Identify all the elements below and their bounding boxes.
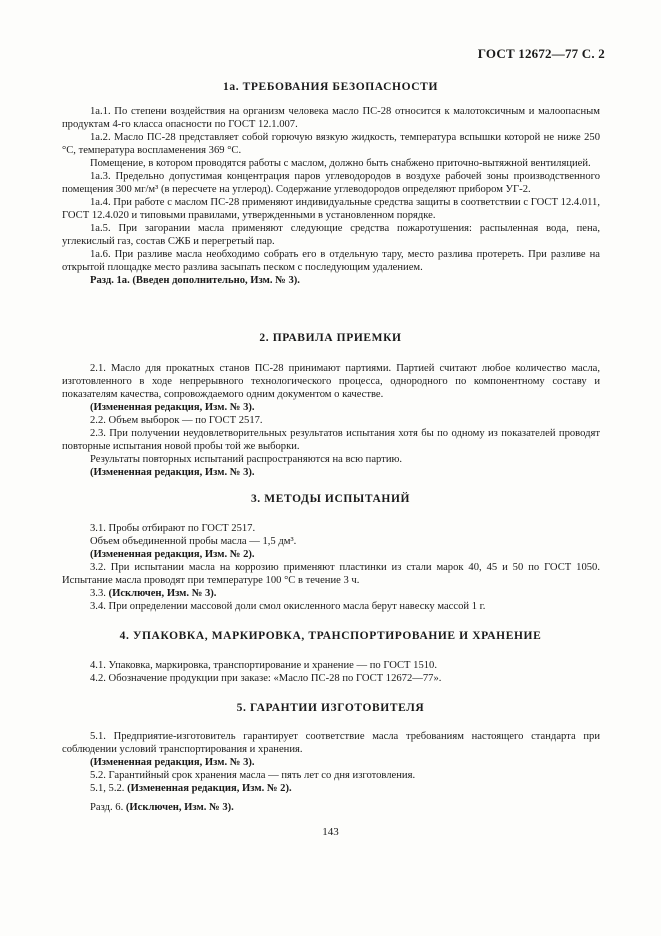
amendment-note: (Измененная редакция, Изм. № 3). [90, 402, 255, 413]
section-1a-body [62, 105, 600, 287]
paragraph [62, 587, 600, 600]
paragraph [62, 801, 600, 814]
paragraph: 3.1. Пробы отбирают по ГОСТ 2517. [90, 523, 256, 534]
paragraph: 2.2. Объем выборок — по ГОСТ 2517. [90, 415, 263, 426]
section-5-title: 5. ГАРАНТИИ ИЗГОТОВИТЕЛЯ [236, 702, 425, 714]
paragraph: 1а.5. При загорании масла применяют следующие средства пожаротушения: распыленная вода, пена, углекислый газ, состав СЖБ и перегретый пар. [62, 223, 600, 247]
paragraph: 2.1. Масло для прокатных станов ПС-28 принимают партиями. Партией считают любое количество масла, изготовленного в ходе непрерывного технологического процесса, однородного по компонентному составу и показателям качества, сопровождаемого одним документом о качестве. [62, 363, 600, 400]
paragraph: 1а.3. Предельно допустимая концентрация паров углеводородов в воздухе рабочей зоны производственного помещения 300 мг/м³ (в пересчете на углерод). Содержание углеводородов определяют прибором УГ-2. [62, 171, 600, 195]
section-1a-title: 1а. ТРЕБОВАНИЯ БЕЗОПАСНОСТИ [223, 81, 438, 93]
clause-number: 3.3. [90, 588, 106, 599]
paragraph: 4.2. Обозначение продукции при заказе: «Масло ПС-28 по ГОСТ 12672—77». [90, 673, 442, 684]
section-5-body [62, 730, 600, 814]
amendment-note: (Исключен, Изм. № 3). [125, 802, 234, 813]
paragraph: Объем объединенной пробы масла — 1,5 дм³. [90, 536, 297, 547]
clause-number: 5.1, 5.2. [90, 783, 125, 794]
paragraph: 4.1. Упаковка, маркировка, транспортирование и хранение — по ГОСТ 1510. [90, 660, 437, 671]
amendment-note: (Измененная редакция, Изм. № 2). [90, 549, 255, 560]
amendment-note: (Измененная редакция, Изм. № 2). [127, 783, 292, 794]
paragraph: 3.2. При испытании масла на коррозию применяют пластинки из стали марок 40, 45 и 50 по ГОСТ 1050. Испытание масла проводят при температуре 100 °С в течение 3 ч. [62, 562, 600, 586]
paragraph: Помещение, в котором проводятся работы с маслом, должно быть снабжено приточно-вытяжной вентиляцией. [90, 158, 591, 169]
section-3-body [62, 522, 600, 613]
paragraph: 1а.1. По степени воздействия на организм человека масло ПС-28 относится к малотоксичным и малоопасным продуктам 4-го класса опасности по ГОСТ 12.1.007. [62, 106, 600, 130]
section-2-title: 2. ПРАВИЛА ПРИЕМКИ [259, 332, 402, 344]
amendment-note: (Исключен, Изм. № 3). [108, 588, 217, 599]
paragraph: 5.1. Предприятие-изготовитель гарантирует соответствие масла требованиям настоящего стандарта при соблюдении условий транспортирования и хранения. [62, 731, 600, 755]
section-4-title: 4. УПАКОВКА, МАРКИРОВКА, ТРАНСПОРТИРОВАНИЕ И ХРАНЕНИЕ [119, 630, 542, 642]
section-4-body [62, 659, 600, 685]
clause-number: Разд. 6. [90, 802, 124, 813]
amendment-note: Разд. 1а. (Введен дополнительно, Изм. № 3). [90, 275, 300, 286]
amendment-note: (Измененная редакция, Изм. № 3). [90, 757, 255, 768]
paragraph: 2.3. При получении неудовлетворительных результатов испытания хотя бы по одному из показателей проводят повторные испытания новой пробы той же выборки. [62, 428, 600, 452]
paragraph: Результаты повторных испытаний распространяются на всю партию. [90, 454, 403, 465]
page-number: 143 [322, 826, 339, 838]
paragraph: 1а.6. При разливе масла необходимо собрать его в отдельную тару, место разлива протереть. При разливе на открытой площадке место разлива засыпать песком с последующим удалением. [62, 249, 600, 273]
paragraph: 3.4. При определении массовой доли смол окисленного масла берут навеску массой 1 г. [90, 601, 486, 612]
paragraph: 1а.4. При работе с маслом ПС-28 применяют индивидуальные средства защиты в соответствии с ГОСТ 12.4.011, ГОСТ 12.4.020 и типовыми правилами, утвержденными в установленном порядке. [62, 197, 600, 221]
paragraph: 1а.2. Масло ПС-28 представляет собой горючую вязкую жидкость, температура вспышки которой не ниже 250 °С, температура воспламенения 369 °С. [62, 132, 600, 156]
amendment-note: (Измененная редакция, Изм. № 3). [90, 467, 255, 478]
paragraph: 5.2. Гарантийный срок хранения масла — пять лет со дня изготовления. [90, 770, 416, 781]
section-2-body [62, 362, 600, 479]
paragraph [62, 782, 600, 795]
section-3-title: 3. МЕТОДЫ ИСПЫТАНИЙ [250, 493, 411, 505]
document-header: ГОСТ 12672—77 С. 2 [477, 46, 605, 61]
